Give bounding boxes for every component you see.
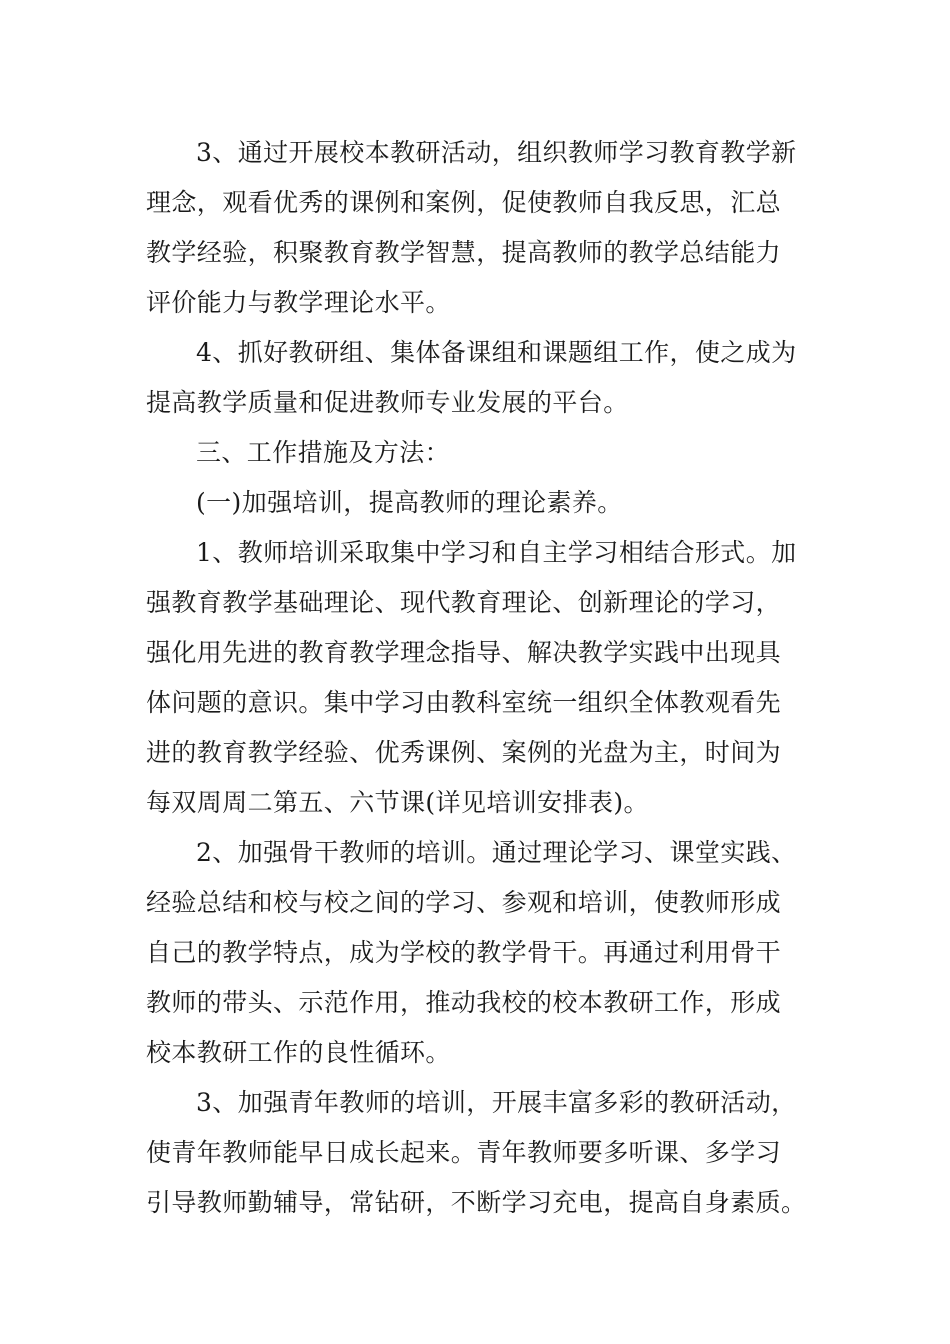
text-line: 3、通过开展校本教研活动，组织教师学习教育教学新	[196, 138, 797, 167]
paragraph-training-3	[146, 1078, 806, 1228]
text-line: 每双周周二第五、六节课(详见培训安排表)。	[146, 788, 649, 817]
subsection-heading	[146, 478, 806, 528]
text-line: 4、抓好教研组、集体备课组和课题组工作，使之成为	[196, 338, 797, 367]
text-line: 1、教师培训采取集中学习和自主学习相结合形式。加	[196, 538, 797, 567]
text-line: 提高教学质量和促进教师专业发展的平台。	[146, 388, 629, 417]
text-line: 评价能力与教学理论水平。	[146, 288, 451, 317]
text-line: (一)加强培训，提高教师的理论素养。	[196, 488, 623, 517]
text-line: 强教育教学基础理论、现代教育理论、创新理论的学习，	[146, 588, 782, 617]
paragraph-training-1	[146, 528, 806, 828]
text-line: 自己的教学特点，成为学校的教学骨干。再通过利用骨干	[146, 938, 782, 967]
text-line: 体问题的意识。集中学习由教科室统一组织全体教观看先	[146, 688, 782, 717]
text-line: 引导教师勤辅导，常钻研，不断学习充电，提高自身素质。	[146, 1188, 807, 1217]
text-line: 进的教育教学经验、优秀课例、案例的光盘为主，时间为	[146, 738, 782, 767]
text-line: 教学经验，积聚教育教学智慧，提高教师的教学总结能力	[146, 238, 782, 267]
paragraph-training-2	[146, 828, 806, 1078]
paragraph-4	[146, 328, 806, 428]
text-line: 经验总结和校与校之间的学习、参观和培训，使教师形成	[146, 888, 782, 917]
section-heading	[146, 428, 806, 478]
text-line: 3、加强青年教师的培训，开展丰富多彩的教研活动，	[196, 1088, 797, 1117]
text-line: 使青年教师能早日成长起来。青年教师要多听课、多学习	[146, 1138, 782, 1167]
text-line: 强化用先进的教育教学理念指导、解决教学实践中出现具	[146, 638, 782, 667]
text-line: 校本教研工作的良性循环。	[146, 1038, 451, 1067]
text-line: 2、加强骨干教师的培训。通过理论学习、课堂实践、	[196, 838, 797, 867]
text-line: 理念，观看优秀的课例和案例，促使教师自我反思，汇总	[146, 188, 782, 217]
paragraph-3	[146, 128, 806, 328]
text-line: 教师的带头、示范作用，推动我校的校本教研工作，形成	[146, 988, 782, 1017]
document-body	[146, 128, 806, 1228]
text-line: 三、工作措施及方法：	[196, 438, 451, 467]
